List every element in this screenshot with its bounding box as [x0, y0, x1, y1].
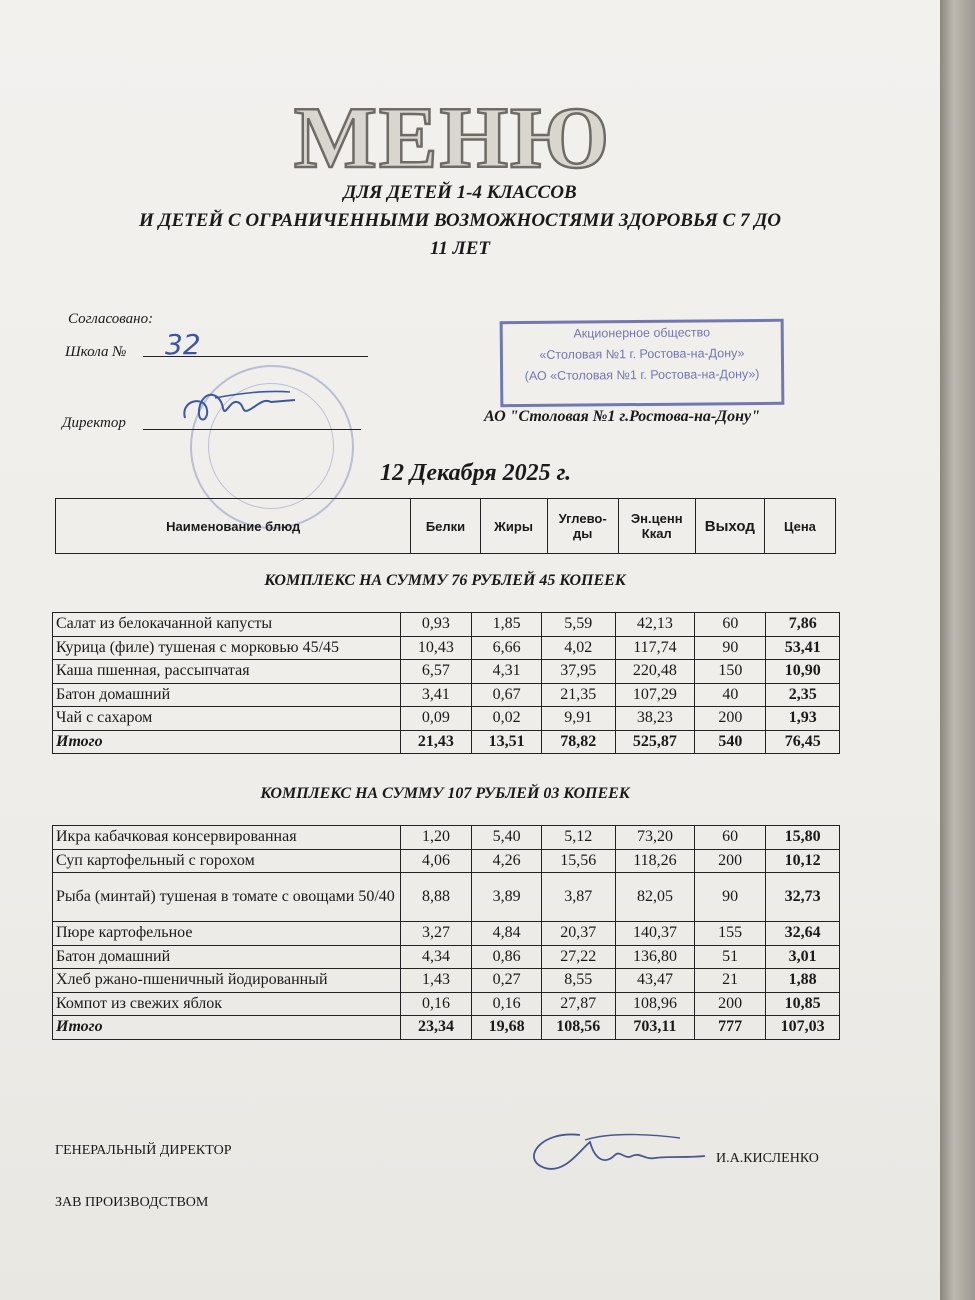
cell-energy: 73,20	[615, 826, 695, 850]
cell-name: Икра кабачковая консервированная	[53, 826, 401, 850]
cell-name: Салат из белокачанной капусты	[53, 613, 401, 637]
header-energy	[618, 499, 695, 554]
table-row	[53, 636, 840, 660]
cell-protein: 10,43	[400, 636, 472, 660]
cell-price: 7,86	[766, 613, 840, 637]
header-protein: Белки	[411, 499, 480, 554]
cell-carbs: 5,59	[542, 613, 616, 637]
cell-fat: 13,51	[472, 730, 542, 754]
cell-protein: 0,16	[400, 992, 472, 1016]
cell-energy: 118,26	[615, 849, 695, 873]
organization-stamp	[500, 319, 785, 407]
cell-name: Каша пшенная, рассыпчатая	[53, 660, 401, 684]
cell-name: Итого	[53, 730, 401, 754]
cell-name: Курица (филе) тушеная с морковью 45/45	[53, 636, 401, 660]
cell-name: Пюре картофельное	[53, 922, 401, 946]
cell-name: Чай с сахаром	[53, 707, 401, 731]
cell-yield: 540	[695, 730, 766, 754]
complex-2-table	[52, 825, 840, 1040]
header-carbs-line2: ды	[572, 526, 593, 541]
header-price: Цена	[764, 499, 835, 554]
table-row	[53, 992, 840, 1016]
cell-energy: 117,74	[615, 636, 695, 660]
header-yield: Выход	[695, 499, 764, 554]
cell-carbs: 15,56	[541, 849, 615, 873]
cell-carbs: 4,02	[542, 636, 616, 660]
cell-yield: 200	[695, 992, 766, 1016]
cell-name: Суп картофельный с горохом	[53, 849, 401, 873]
cell-yield: 90	[695, 873, 766, 922]
subtitle-line-1: ДЛЯ ДЕТЕЙ 1-4 КЛАССОВ	[343, 182, 577, 203]
agreed-label: Согласовано:	[68, 311, 154, 327]
cell-protein: 6,57	[400, 660, 472, 684]
header-fat: Жиры	[480, 499, 547, 554]
header-name: Наименование блюд	[56, 499, 411, 554]
cell-yield: 40	[695, 683, 766, 707]
organization-name: АО "Столовая №1 г.Ростова-на-Дону"	[484, 408, 760, 425]
cell-energy: 108,96	[615, 992, 695, 1016]
director-signature-icon	[175, 380, 315, 435]
cell-energy: 38,23	[615, 707, 695, 731]
cell-yield: 777	[695, 1016, 766, 1040]
cell-yield: 60	[695, 826, 766, 850]
header-carbs-line1: Углево-	[558, 511, 607, 526]
cell-name: Компот из свежих яблок	[53, 992, 401, 1016]
cell-yield: 51	[695, 945, 766, 969]
cell-price: 3,01	[766, 945, 840, 969]
school-label: Школа №	[65, 344, 127, 360]
cell-price: 10,12	[766, 849, 840, 873]
director-label: Директор	[62, 415, 126, 431]
stamp-line-1: Акционерное общество	[573, 325, 711, 341]
cell-energy: 42,13	[615, 613, 695, 637]
cell-yield: 21	[695, 969, 766, 993]
cell-carbs: 78,82	[542, 730, 616, 754]
header-carbs	[547, 499, 618, 554]
cell-price: 76,45	[766, 730, 840, 754]
cell-fat: 0,27	[472, 969, 542, 993]
table-row	[53, 683, 840, 707]
column-header-table	[55, 498, 836, 554]
header-energy-line2: Ккал	[641, 526, 672, 541]
cell-energy: 136,80	[615, 945, 695, 969]
cell-yield: 155	[695, 922, 766, 946]
cell-yield: 90	[695, 636, 766, 660]
table-row	[53, 969, 840, 993]
cell-protein: 4,06	[400, 849, 472, 873]
complex-1-title: КОМПЛЕКС НА СУММУ 76 РУБЛЕЙ 45 КОПЕЕК	[264, 572, 626, 589]
school-number: 32	[165, 328, 201, 361]
table-row	[53, 826, 840, 850]
cell-yield: 60	[695, 613, 766, 637]
cell-protein: 0,09	[400, 707, 472, 731]
cell-fat: 4,26	[472, 849, 542, 873]
cell-carbs: 21,35	[542, 683, 616, 707]
cell-price: 1,93	[766, 707, 840, 731]
cell-carbs: 108,56	[541, 1016, 615, 1040]
cell-energy: 43,47	[615, 969, 695, 993]
total-row	[53, 1016, 840, 1040]
table-row	[53, 613, 840, 637]
cell-price: 15,80	[766, 826, 840, 850]
cell-protein: 8,88	[400, 873, 472, 922]
cell-fat: 6,66	[472, 636, 542, 660]
cell-carbs: 9,91	[542, 707, 616, 731]
cell-fat: 0,16	[472, 992, 542, 1016]
cell-yield: 150	[695, 660, 766, 684]
background-edge	[940, 0, 975, 1300]
cell-carbs: 8,55	[541, 969, 615, 993]
cell-price: 32,73	[766, 873, 840, 922]
cell-price: 2,35	[766, 683, 840, 707]
cell-carbs: 27,87	[541, 992, 615, 1016]
menu-date: 12 Декабря 2025 г.	[380, 460, 572, 486]
cell-price: 1,88	[766, 969, 840, 993]
total-row	[53, 730, 840, 754]
cell-carbs: 5,12	[541, 826, 615, 850]
cell-energy: 220,48	[615, 660, 695, 684]
subtitle-line-3: 11 ЛЕТ	[429, 238, 490, 259]
cell-carbs: 37,95	[542, 660, 616, 684]
cell-price: 10,90	[766, 660, 840, 684]
cell-fat: 19,68	[472, 1016, 542, 1040]
cell-name: Итого	[53, 1016, 401, 1040]
cell-energy: 107,29	[615, 683, 695, 707]
cell-price: 107,03	[766, 1016, 840, 1040]
cell-protein: 3,27	[400, 922, 472, 946]
cell-energy: 703,11	[615, 1016, 695, 1040]
cell-name: Батон домашний	[53, 945, 401, 969]
cell-energy: 140,37	[615, 922, 695, 946]
general-director-signature-icon	[520, 1120, 710, 1180]
cell-protein: 23,34	[400, 1016, 472, 1040]
table-row	[53, 660, 840, 684]
document-title: МЕНЮ	[293, 90, 612, 187]
cell-name: Батон домашний	[53, 683, 401, 707]
table-row	[53, 707, 840, 731]
cell-energy: 82,05	[615, 873, 695, 922]
complex-2-title: КОМПЛЕКС НА СУММУ 107 РУБЛЕЙ 03 КОПЕЕК	[260, 785, 630, 802]
table-row	[53, 922, 840, 946]
cell-price: 32,64	[766, 922, 840, 946]
stamp-line-3: (АО «Столовая №1 г. Ростова-на-Дону»)	[524, 366, 760, 384]
subtitle-line-2: И ДЕТЕЙ С ОГРАНИЧЕННЫМИ ВОЗМОЖНОСТЯМИ ЗДОРОВЬЯ С 7 ДО	[139, 210, 781, 231]
general-director-name: И.А.КИСЛЕНКО	[716, 1151, 819, 1166]
cell-price: 10,85	[766, 992, 840, 1016]
cell-fat: 5,40	[472, 826, 542, 850]
cell-protein: 0,93	[400, 613, 472, 637]
cell-protein: 4,34	[400, 945, 472, 969]
cell-protein: 21,43	[400, 730, 472, 754]
cell-protein: 3,41	[400, 683, 472, 707]
cell-protein: 1,20	[400, 826, 472, 850]
cell-fat: 1,85	[472, 613, 542, 637]
cell-fat: 4,31	[472, 660, 542, 684]
cell-price: 53,41	[766, 636, 840, 660]
complex-1-table	[52, 612, 840, 754]
cell-fat: 0,67	[472, 683, 542, 707]
cell-energy: 525,87	[615, 730, 695, 754]
table-row	[53, 873, 840, 922]
cell-yield: 200	[695, 849, 766, 873]
table-row	[53, 945, 840, 969]
cell-fat: 0,02	[472, 707, 542, 731]
cell-name: Хлеб ржано-пшеничный йодированный	[53, 969, 401, 993]
table-row	[53, 849, 840, 873]
production-head-label: ЗАВ ПРОИЗВОДСТВОМ	[55, 1195, 209, 1210]
cell-fat: 0,86	[472, 945, 542, 969]
cell-protein: 1,43	[400, 969, 472, 993]
cell-carbs: 3,87	[541, 873, 615, 922]
cell-fat: 3,89	[472, 873, 542, 922]
header-energy-line1: Эн.ценн	[630, 511, 683, 526]
cell-fat: 4,84	[472, 922, 542, 946]
general-director-label: ГЕНЕРАЛЬНЫЙ ДИРЕКТОР	[55, 1143, 232, 1158]
cell-carbs: 20,37	[541, 922, 615, 946]
cell-carbs: 27,22	[541, 945, 615, 969]
cell-yield: 200	[695, 707, 766, 731]
stamp-line-2: «Столовая №1 г. Ростова-на-Дону»	[539, 346, 745, 362]
cell-name: Рыба (минтай) тушеная в томате с овощами 50/40	[53, 873, 401, 922]
